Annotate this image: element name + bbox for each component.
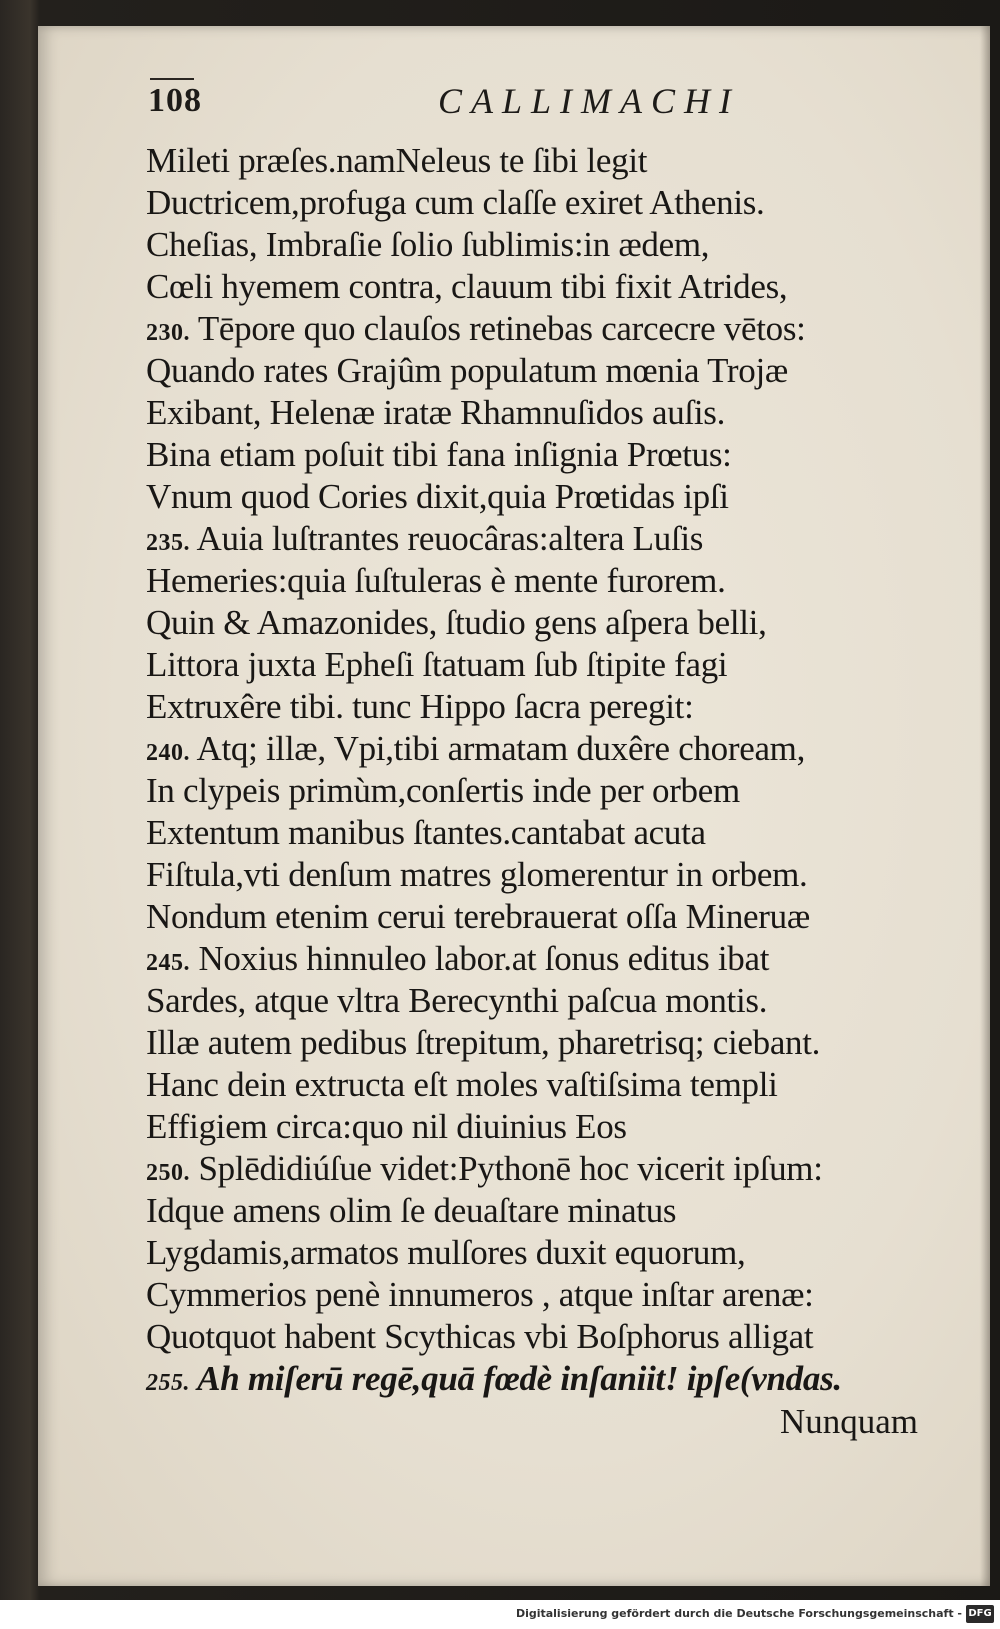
verse-text: Nondum etenim cerui terebrauerat oſſa Mineruæ <box>146 897 810 936</box>
verse-text: Cymmerios penè innumeros , atque inſtar arenæ: <box>146 1275 814 1314</box>
verse-line <box>146 182 946 224</box>
verse-line <box>146 1022 946 1064</box>
verse-text: Ductricem,profuga cum claſſe exiret Athenis. <box>146 183 765 222</box>
verse-line <box>146 266 946 308</box>
verse-text: Mileti præſes.namNeleus te ſibi legit <box>146 141 648 180</box>
verse-line <box>146 980 946 1022</box>
line-number: 240. <box>146 740 190 766</box>
verse-text: Tēpore quo clauſos retinebas carcecre vētos: <box>197 309 806 348</box>
line-number: 255. <box>146 1370 190 1396</box>
line-number: 245. <box>146 950 190 976</box>
verse-line <box>146 518 946 560</box>
verse-text: Extruxêre tibi. tunc Hippo ſacra peregit: <box>146 687 694 726</box>
page-header <box>148 78 808 128</box>
verse-text: Cheſias, Imbraſie ſolio ſublimis:in ædem, <box>146 225 710 264</box>
verse-line <box>146 1064 946 1106</box>
verse-line <box>146 938 946 980</box>
verse-text: Auia luſtrantes reuocâras:altera Luſis <box>196 519 704 558</box>
running-title: CALLIMACHI <box>438 81 741 121</box>
verse-text: Atq; illæ, Vpi,tibi armatam duxêre choream, <box>196 729 806 768</box>
verse-line <box>146 1232 946 1274</box>
page-edge-shadow <box>980 26 990 1586</box>
verse-text: Ah miſerū regē,quā fœdè inſaniit! ipſe(vndas. <box>197 1359 842 1398</box>
verse-line <box>146 392 946 434</box>
verse-text: Lygdamis,armatos mulſores duxit equorum, <box>146 1233 746 1272</box>
verse-text: Splēdidiúſue videt:Pythonē hoc vicerit ipſum: <box>198 1149 823 1188</box>
verse-line <box>146 434 946 476</box>
verse-line <box>146 896 946 938</box>
verse-text: Exibant, Helenæ iratæ Rhamnuſidos auſis. <box>146 393 726 432</box>
verse-text: Extentum manibus ſtantes.cantabat acuta <box>146 813 706 852</box>
page-number-rule <box>150 78 194 80</box>
verse-line <box>146 1190 946 1232</box>
verse-line <box>146 224 946 266</box>
verse-text: Effigiem circa:quo nil diuinius Eos <box>146 1107 627 1146</box>
verse-text: Littora juxta Epheſi ſtatuam ſub ſtipite fagi <box>146 645 728 684</box>
line-number: 250. <box>146 1160 190 1186</box>
verse-line <box>146 560 946 602</box>
verse-line <box>146 1358 946 1400</box>
verse-line <box>146 476 946 518</box>
verse-text: Quin & Amazonides, ſtudio gens aſpera belli, <box>146 603 767 642</box>
line-number: 230. <box>146 320 190 346</box>
verse-line <box>146 854 946 896</box>
verse-text: Sardes, atque vltra Berecynthi paſcua montis. <box>146 981 768 1020</box>
verse-line <box>146 1316 946 1358</box>
line-number: 235. <box>146 530 190 556</box>
verse-text: Noxius hinnuleo labor.at ſonus editus ibat <box>198 939 770 978</box>
verse-line <box>146 1106 946 1148</box>
verse-line <box>146 770 946 812</box>
verse-text: Fiſtula,vti denſum matres glomerentur in orbem. <box>146 855 808 894</box>
catchword: Nunquam <box>780 1402 919 1441</box>
page-number: 108 <box>148 82 202 119</box>
verse-text: Hemeries:quia ſuſtuleras è mente furorem. <box>146 561 726 600</box>
verse-line <box>146 602 946 644</box>
verse-text: Cœli hyemem contra, clauum tibi fixit Atrides, <box>146 267 788 306</box>
verse-line <box>146 350 946 392</box>
verse-text: Idque amens olim ſe deuaſtare minatus <box>146 1191 677 1230</box>
footer-credit: Digitalisierung gefördert durch die Deutsche Forschungsgemeinschaft - <box>515 1607 962 1620</box>
verse-line <box>146 140 946 182</box>
verse-line <box>146 728 946 770</box>
verse-line <box>146 686 946 728</box>
verse-line <box>146 812 946 854</box>
poem-text <box>146 140 946 1400</box>
verse-line <box>146 1148 946 1190</box>
verse-text: Hanc dein extructa eſt moles vaſtiſsima templi <box>146 1065 778 1104</box>
verse-line <box>146 308 946 350</box>
verse-line <box>146 1274 946 1316</box>
digitization-footer <box>0 1600 1000 1629</box>
verse-text: Illæ autem pedibus ſtrepitum, pharetrisq; ciebant. <box>146 1023 821 1062</box>
verse-text: Bina etiam poſuit tibi fana inſignia Prœtus: <box>146 435 732 474</box>
verse-text: Quotquot habent Scythicas vbi Boſphorus alligat <box>146 1317 814 1356</box>
verse-text: Vnum quod Cories dixit,quia Prœtidas ipſi <box>146 477 729 516</box>
verse-text: Quando rates Grajûm populatum mœnia Trojæ <box>146 351 788 390</box>
verse-line <box>146 644 946 686</box>
dfg-logo: DFG <box>966 1605 994 1623</box>
verse-text: In clypeis primùm,conſertis inde per orbem <box>146 771 740 810</box>
